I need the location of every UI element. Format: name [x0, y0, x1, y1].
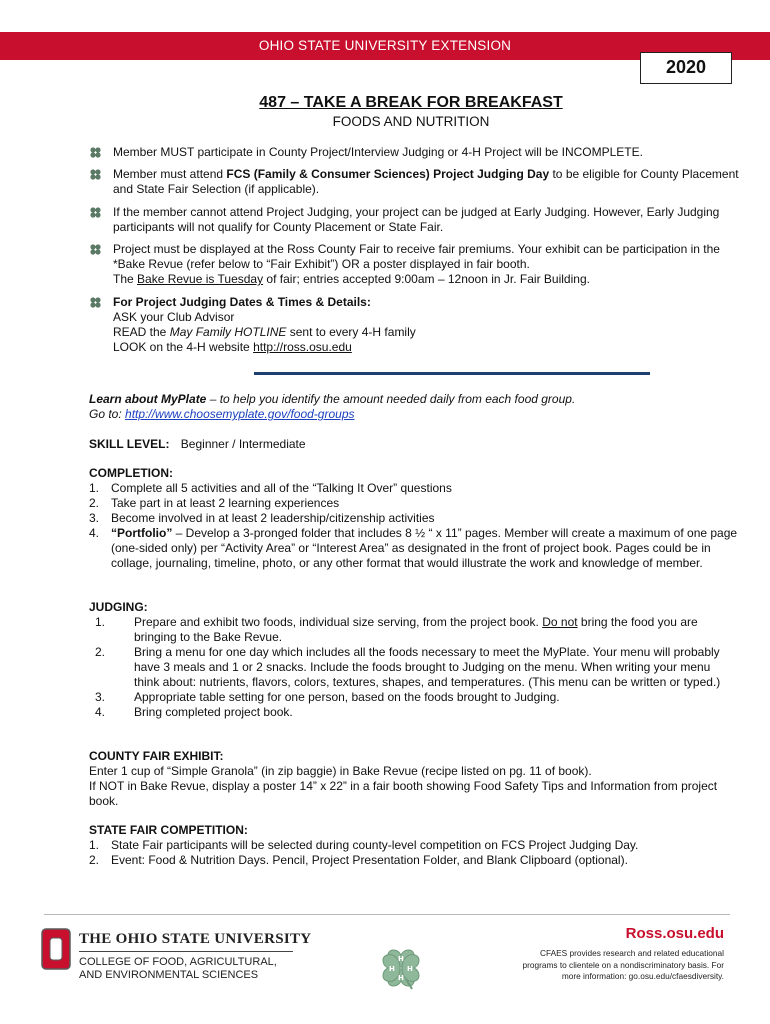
- state-fair-section: [89, 823, 739, 868]
- completion-section: [89, 466, 739, 571]
- bullet-text: sent to every 4-H family: [286, 325, 416, 340]
- requirements-list: [89, 145, 739, 362]
- list-item: 4. “Portfolio” – Develop a 3-pronged folder that includes 8 ½ “ x 11” pages. Member will create a maximum of one page (one-sided only) per “Activity Area” or “Interest Area” as designated in the front of project book. Pages could be in collage, journaling, timeline, photo, or any other format that would illustrate the work and knowledge of member.: [89, 526, 738, 570]
- list-item: 2. Bring a menu for one day which includes all the foods necessary to meet the MyPlate. Your menu will probably have 3 meals and 1 or 2 snacks. Include the foods brought to Judging on the menu. When writing your menu think about: nutrients, flavors, colors, textures, shapes, and temperatures. (This menu can be written or typed.): [95, 645, 721, 689]
- skill-level: [89, 437, 739, 452]
- bullet-text: READ the: [113, 325, 170, 340]
- goto-label: Go to:: [89, 407, 126, 421]
- bullet-clover-icon: [89, 244, 102, 255]
- 4h-clover-icon: [376, 945, 426, 991]
- skill-value: Beginner / Intermediate: [180, 437, 306, 451]
- bullet-text: ASK your Club Advisor: [113, 309, 235, 324]
- osu-block-o-icon: [41, 928, 71, 970]
- bullet-clover-icon: [89, 169, 102, 180]
- cfaes-disclaimer: CFAES provides research and related educational programs to clientele on a nondiscriminatory basis. For more information: go.osu.edu/cfaesdiversity.: [522, 948, 724, 981]
- skill-label: SKILL LEVEL:: [89, 437, 170, 451]
- bullet-item: [89, 242, 739, 288]
- bullet-text: The: [113, 272, 138, 287]
- completion-heading: COMPLETION:: [89, 466, 173, 480]
- county-fair-line: Enter 1 cup of “Simple Granola” (in zip baggie) in Bake Revue (recipe listed on pg. 11 of book).: [89, 764, 592, 778]
- list-item: 1. Complete all 5 activities and all of the “Talking It Over” questions: [89, 481, 452, 495]
- list-item: 1. State Fair participants will be selected during county-level competition on FCS Project Judging Day.: [89, 838, 639, 852]
- county-fair-line: If NOT in Bake Revue, display a poster 14” x 22” in a fair booth showing Food Safety Tips and Information from project book.: [89, 779, 718, 808]
- myplate-link[interactable]: http://www.choosemyplate.gov/food-groups: [125, 407, 355, 421]
- judging-details-heading: For Project Judging Dates & Times & Details:: [113, 294, 371, 309]
- bullet-clover-icon: [89, 297, 102, 308]
- university-name: THE OHIO STATE UNIVERSITY: [79, 931, 312, 947]
- bullet-text: Project must be displayed at the Ross County Fair to receive fair premiums. Your exhibit can be participation in the *Bake Revue (refer below to “Fair Exhibit”) OR a poster displayed in fair booth.: [113, 242, 720, 272]
- list-item: 2. Take part in at least 2 learning experiences: [89, 496, 340, 510]
- bake-revue-day: Bake Revue is Tuesday: [137, 272, 264, 287]
- myplate-text: – to help you identify the amount needed daily from each food group.: [206, 392, 576, 406]
- section-divider: [254, 372, 650, 375]
- bullet-item: [89, 205, 739, 235]
- list-item: 4. Bring completed project book.: [95, 705, 293, 719]
- list-item: 1. Prepare and exhibit two foods, individual size serving, from the project book. Do not bring the food you are bringing to the Bake Revue.: [95, 615, 698, 644]
- bullet-item: [89, 295, 739, 356]
- hotline-name: May Family HOTLINE: [169, 325, 287, 340]
- bullet-item: [89, 167, 739, 197]
- bullet-clover-icon: [89, 147, 102, 158]
- svg-text:H: H: [398, 955, 404, 963]
- judging-heading: JUDGING:: [89, 600, 148, 614]
- list-item: 3. Become involved in at least 2 leadership/citizenship activities: [89, 511, 435, 525]
- svg-text:H: H: [389, 965, 395, 973]
- bullet-text: LOOK on the 4-H website: [113, 340, 254, 355]
- judging-section: [89, 600, 739, 720]
- list-item: 2. Event: Food & Nutrition Days. Pencil, Project Presentation Folder, and Blank Clipboard (optional).: [89, 853, 628, 867]
- bullet-clover-icon: [89, 207, 102, 218]
- county-fair-heading: COUNTY FAIR EXHIBIT:: [89, 749, 224, 763]
- ross-osu-link[interactable]: Ross.osu.edu: [625, 925, 724, 942]
- myplate-heading: Learn about MyPlate: [89, 392, 207, 406]
- svg-text:H: H: [407, 965, 413, 973]
- footer-divider: [44, 914, 730, 915]
- footer-logo-divider: [79, 951, 293, 952]
- year-box: 2020: [640, 52, 732, 84]
- bullet-text: If the member cannot attend Project Judging, your project can be judged at Early Judging. However, Early Judging participants will not qualify for County Placement or State Fair.: [113, 204, 720, 234]
- bullet-text: Member must attend: [113, 167, 227, 182]
- do-not-emphasis: Do not: [542, 615, 578, 629]
- list-item: 3. Appropriate table setting for one person, based on the foods brought to Judging.: [95, 690, 560, 704]
- bullet-text: of fair; entries accepted 9:00am – 12noon in Jr. Fair Building.: [263, 272, 590, 287]
- myplate-section: [89, 392, 739, 422]
- fcs-judging-day: FCS (Family & Consumer Sciences) Project Judging Day: [226, 167, 550, 182]
- extension-banner: OHIO STATE UNIVERSITY EXTENSION: [0, 32, 770, 60]
- bullet-item: [89, 145, 739, 160]
- state-fair-heading: STATE FAIR COMPETITION:: [89, 823, 248, 837]
- ross-website-link[interactable]: http://ross.osu.edu: [253, 340, 352, 355]
- college-name: COLLEGE OF FOOD, AGRICULTURAL, AND ENVIRONMENTAL SCIENCES: [79, 956, 277, 981]
- svg-text:H: H: [398, 974, 404, 982]
- bullet-text: Member MUST participate in County Project/Interview Judging or 4-H Project will be INCOMPLETE.: [113, 145, 643, 159]
- county-fair-section: [89, 749, 739, 809]
- project-subtitle: FOODS AND NUTRITION: [332, 114, 490, 129]
- project-title: 487 – TAKE A BREAK FOR BREAKFAST: [259, 94, 563, 111]
- portfolio-label: “Portfolio”: [111, 526, 173, 540]
- bullet-text: to be eligible for County Placement and State Fair Selection (if applicable).: [113, 167, 739, 197]
